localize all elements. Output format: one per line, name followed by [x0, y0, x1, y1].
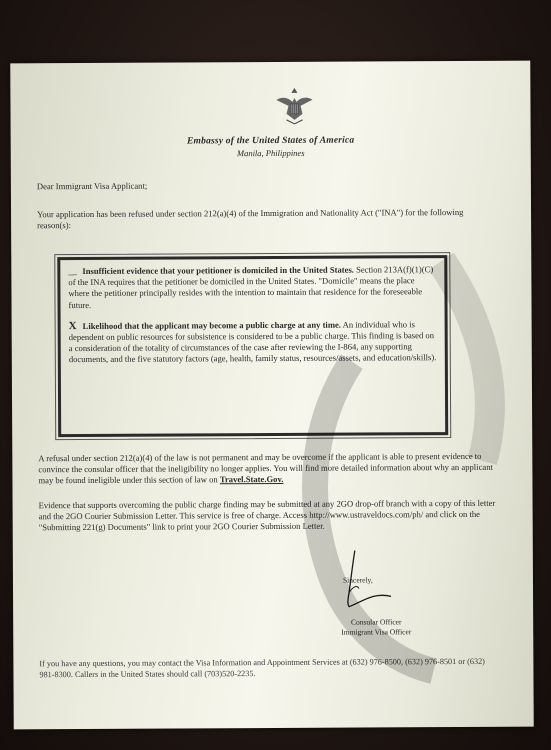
reason-item	[69, 319, 437, 366]
reason-checkbox: X	[68, 319, 77, 332]
travel-state-gov-link[interactable]: Travel.State.Gov.	[219, 473, 284, 485]
refusal-note-text: A refusal under section 212(a)(4) of the law is not permanent and may be overcome if the applicant is able to present evidence to convince the consular officer that the ineligibility no longer applies. You will find more detailed information about why an applicant may be found ineligible under this section of law on	[38, 450, 493, 486]
intro-paragraph: Your application has been refused under section 212(a)(4) of the Immigration and Nationality Act ("INA") for the following reason(s):	[37, 206, 464, 231]
officer-line-1: Consular Officer	[350, 617, 402, 627]
refusal-note	[38, 451, 496, 486]
reason-heading: Likelihood that the applicant may become a public charge at any time.	[82, 319, 341, 331]
officer-title	[341, 617, 411, 637]
evidence-note: Evidence that supports overcoming the public charge finding may be submitted at any 2GO drop-off branch with a copy of this letter and the 2GO Courier Submission Letter. This service is free of charge. Access http://www.ustraveldocs.com/ph/ and click on the "Submitting 221(g) Documents" link to print your 2GO Courier Submission Letter.	[38, 497, 496, 533]
letter-page	[10, 61, 533, 730]
reason-item	[68, 264, 436, 311]
contact-note: If you have any questions, you may contact the Visa Information and Appointment Services at (632) 976-8500, (632) 976-8501 or (632) 981-8300. Callers in the United States should call (703)520-2235.	[39, 656, 485, 680]
reason-text: An individual who is dependent on public resources for subsistence is considered to be a public charge. This finding is based on a consideration of the totality of circumstances of the case after reviewing the I-864, any supporting documents, and the five statutory factors (age, health, family status, resources/assets, and education/skills).	[68, 319, 437, 365]
officer-line-2: Immigrant Visa Officer	[341, 627, 412, 637]
closing: Sincerely,	[342, 575, 373, 585]
reason-checkbox: __	[68, 266, 77, 277]
embassy-city: Manila, Philippines	[236, 147, 305, 159]
reason-heading: Insufficient evidence that your petitioner is domiciled in the United States.	[82, 264, 354, 276]
reason-text: Section 213A(f)(1)(C) of the INA requires that the petitioner be domiciled in the United States. "Domicile" means the place where the petitioner principally resides with the intention to maintain that residence for the foreseeable future.	[68, 264, 434, 310]
eagle-seal-icon	[272, 84, 316, 128]
embassy-title: Embassy of the United States of America	[186, 135, 355, 147]
reasons-box	[57, 255, 448, 437]
salutation: Dear Immigrant Visa Applicant;	[36, 180, 148, 192]
